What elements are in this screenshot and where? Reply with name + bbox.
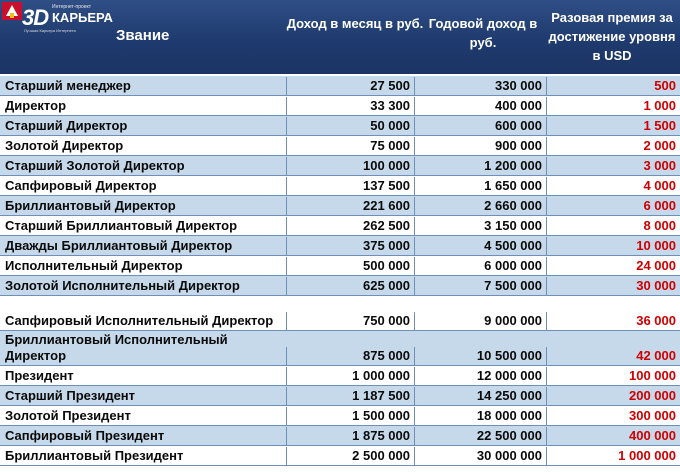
rank-cell: Сапфировый Президент bbox=[5, 428, 165, 443]
monthly-income-cell: 33 300 bbox=[286, 97, 414, 115]
rank-cell: Исполнительный Директор bbox=[5, 258, 183, 273]
monthly-income-cell: 500 000 bbox=[286, 257, 414, 275]
bonus-cell: 6 000 bbox=[546, 197, 680, 215]
bonus-cell: 4 000 bbox=[546, 177, 680, 195]
bonus-cell: 1 500 bbox=[546, 117, 680, 135]
logo-tagline: Лучшая Карьера Интернета bbox=[24, 28, 76, 33]
table-row bbox=[0, 331, 680, 366]
bonus-cell: 42 000 bbox=[546, 347, 680, 365]
bonus-cell: 300 000 bbox=[546, 407, 680, 425]
bonus-cell: 10 000 bbox=[546, 237, 680, 255]
yearly-income-cell: 18 000 000 bbox=[414, 407, 546, 425]
yearly-income-cell: 1 200 000 bbox=[414, 157, 546, 175]
income-table bbox=[0, 76, 680, 466]
monthly-income-cell: 221 600 bbox=[286, 197, 414, 215]
table-row bbox=[0, 256, 680, 276]
monthly-income-cell: 137 500 bbox=[286, 177, 414, 195]
monthly-income-cell: 75 000 bbox=[286, 137, 414, 155]
monthly-income-cell: 625 000 bbox=[286, 277, 414, 295]
rank-cell: Старший Золотой Директор bbox=[5, 158, 185, 173]
table-row bbox=[0, 446, 680, 466]
bonus-cell: 2 000 bbox=[546, 137, 680, 155]
table-row bbox=[0, 386, 680, 406]
monthly-income-cell: 875 000 bbox=[286, 347, 414, 365]
bonus-cell: 1 000 000 bbox=[546, 447, 680, 465]
monthly-income-cell: 750 000 bbox=[286, 312, 414, 330]
yearly-income-cell: 9 000 000 bbox=[414, 312, 546, 330]
yearly-income-cell: 4 500 000 bbox=[414, 237, 546, 255]
rank-cell: Старший Президент bbox=[5, 388, 136, 403]
bonus-cell: 200 000 bbox=[546, 387, 680, 405]
table-row bbox=[0, 366, 680, 386]
header-bonus: Разовая премия за достижение уровня в USD bbox=[548, 10, 676, 63]
table-row bbox=[0, 426, 680, 446]
bonus-cell: 100 000 bbox=[546, 367, 680, 385]
monthly-income-cell: 2 500 000 bbox=[286, 447, 414, 465]
bonus-cell: 400 000 bbox=[546, 427, 680, 445]
table-row bbox=[0, 276, 680, 296]
rank-cell: Бриллиантовый Президент bbox=[5, 448, 184, 463]
rank-cell: Старший Директор bbox=[5, 118, 128, 133]
bonus-cell: 30 000 bbox=[546, 277, 680, 295]
rank-cell: Старший менеджер bbox=[5, 78, 131, 93]
table-row bbox=[0, 96, 680, 116]
rocket-icon bbox=[2, 2, 22, 20]
table-row bbox=[0, 116, 680, 136]
bonus-cell: 1 000 bbox=[546, 97, 680, 115]
yearly-income-cell: 330 000 bbox=[414, 77, 546, 95]
bonus-cell: 3 000 bbox=[546, 157, 680, 175]
rank-cell: Президент bbox=[5, 368, 74, 383]
yearly-income-cell: 22 500 000 bbox=[414, 427, 546, 445]
rank-cell: Сапфировый Директор bbox=[5, 178, 157, 193]
bonus-cell: 24 000 bbox=[546, 257, 680, 275]
monthly-income-cell: 27 500 bbox=[286, 77, 414, 95]
rank-cell: Сапфировый Исполнительный Директор bbox=[5, 313, 274, 328]
table-row bbox=[0, 176, 680, 196]
monthly-income-cell: 1 187 500 bbox=[286, 387, 414, 405]
header-monthly-income: Доход в месяц в руб. bbox=[286, 16, 424, 31]
monthly-income-cell: 1 500 000 bbox=[286, 407, 414, 425]
table-row bbox=[0, 76, 680, 96]
yearly-income-cell: 2 660 000 bbox=[414, 197, 546, 215]
table-row bbox=[0, 156, 680, 176]
logo-mark: 3D bbox=[22, 5, 49, 30]
table-row bbox=[0, 406, 680, 426]
table-header bbox=[0, 0, 680, 74]
table-row bbox=[0, 216, 680, 236]
yearly-income-cell: 900 000 bbox=[414, 137, 546, 155]
rank-cell: Старший Бриллиантовый Директор bbox=[5, 218, 238, 233]
bonus-cell: 8 000 bbox=[546, 217, 680, 235]
monthly-income-cell: 50 000 bbox=[286, 117, 414, 135]
table-row bbox=[0, 196, 680, 216]
yearly-income-cell: 7 500 000 bbox=[414, 277, 546, 295]
table-row bbox=[0, 236, 680, 256]
yearly-income-cell: 30 000 000 bbox=[414, 447, 546, 465]
yearly-income-cell: 3 150 000 bbox=[414, 217, 546, 235]
table-row bbox=[0, 296, 680, 331]
yearly-income-cell: 10 500 000 bbox=[414, 347, 546, 365]
monthly-income-cell: 375 000 bbox=[286, 237, 414, 255]
yearly-income-cell: 12 000 000 bbox=[414, 367, 546, 385]
bonus-cell: 500 bbox=[546, 77, 680, 95]
rank-cell: Бриллиантовый Исполнительный Директор bbox=[5, 332, 228, 363]
rank-cell: Золотой Исполнительный Директор bbox=[5, 278, 240, 293]
rank-cell: Директор bbox=[5, 98, 67, 113]
logo-subtitle: Интернет-проект bbox=[52, 4, 92, 10]
monthly-income-cell: 262 500 bbox=[286, 217, 414, 235]
yearly-income-cell: 600 000 bbox=[414, 117, 546, 135]
monthly-income-cell: 1 000 000 bbox=[286, 367, 414, 385]
logo[interactable] bbox=[2, 2, 118, 38]
bonus-cell: 36 000 bbox=[546, 312, 680, 330]
yearly-income-cell: 6 000 000 bbox=[414, 257, 546, 275]
rank-cell: Бриллиантовый Директор bbox=[5, 198, 176, 213]
rank-cell: Золотой Президент bbox=[5, 408, 131, 423]
rank-cell: Золотой Директор bbox=[5, 138, 124, 153]
header-yearly-income: Годовой доход в руб. bbox=[428, 16, 538, 50]
yearly-income-cell: 400 000 bbox=[414, 97, 546, 115]
monthly-income-cell: 1 875 000 bbox=[286, 427, 414, 445]
logo-name: КАРЬЕРА bbox=[52, 10, 113, 25]
monthly-income-cell: 100 000 bbox=[286, 157, 414, 175]
header-rank: Звание bbox=[116, 27, 170, 44]
yearly-income-cell: 14 250 000 bbox=[414, 387, 546, 405]
yearly-income-cell: 1 650 000 bbox=[414, 177, 546, 195]
table-row bbox=[0, 136, 680, 156]
rank-cell: Дважды Бриллиантовый Директор bbox=[5, 238, 233, 253]
